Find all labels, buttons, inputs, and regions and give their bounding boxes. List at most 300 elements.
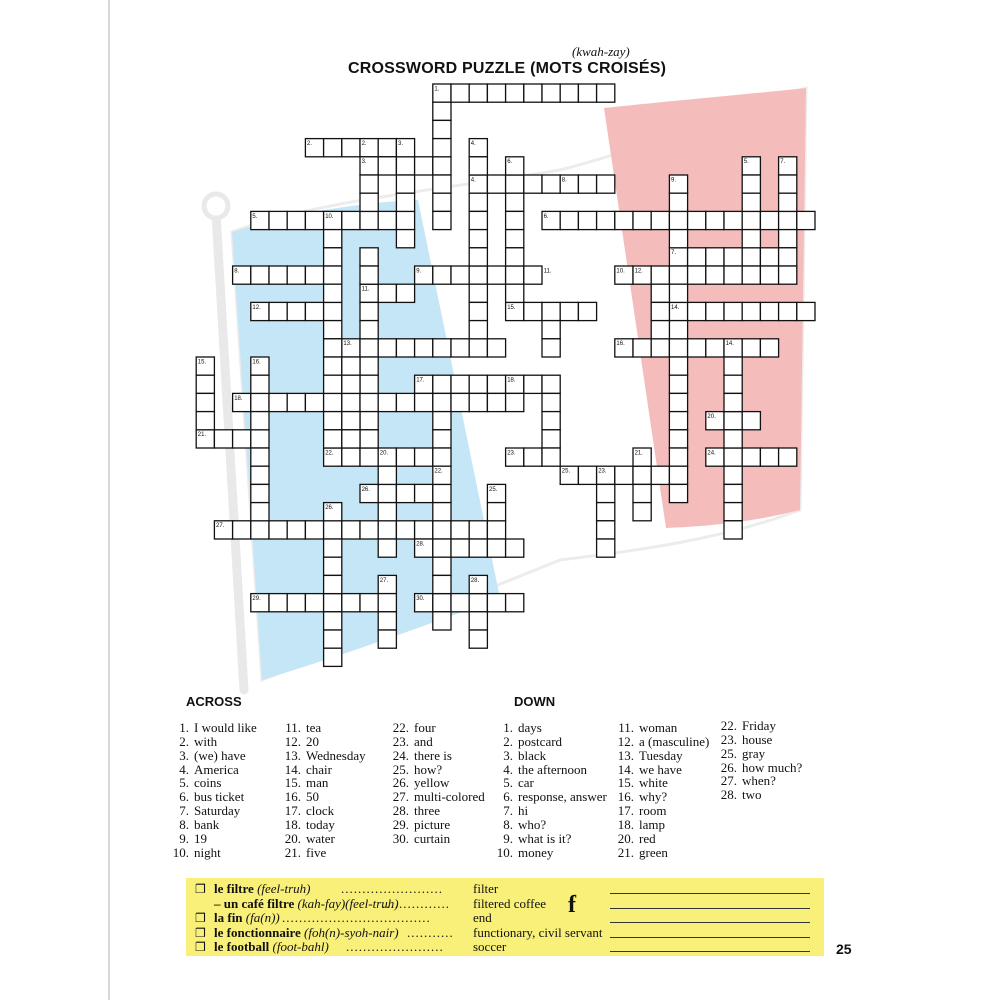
grid-cell[interactable] [506,211,524,229]
grid-cell[interactable] [688,302,706,320]
grid-cell[interactable] [760,339,778,357]
grid-cell[interactable] [342,393,360,411]
grid-cell[interactable] [342,594,360,612]
grid-cell[interactable] [469,630,487,648]
grid-cell[interactable] [469,393,487,411]
grid-cell[interactable] [360,448,378,466]
grid-cell[interactable] [251,430,269,448]
grid-cell[interactable] [506,266,524,284]
grid-cell[interactable] [451,521,469,539]
grid-cell[interactable] [360,412,378,430]
grid-cell[interactable] [342,521,360,539]
grid-cell[interactable] [469,612,487,630]
grid-cell[interactable] [196,412,214,430]
grid-cell[interactable] [597,521,615,539]
grid-cell[interactable] [779,193,797,211]
grid-cell[interactable] [797,211,815,229]
grid-cell[interactable] [742,266,760,284]
grid-cell[interactable] [415,521,433,539]
grid-cell[interactable] [524,448,542,466]
grid-cell[interactable] [469,339,487,357]
grid-cell[interactable] [669,448,687,466]
grid-cell[interactable] [706,266,724,284]
grid-cell[interactable] [487,539,505,557]
grid-cell[interactable] [360,521,378,539]
grid-cell[interactable] [287,521,305,539]
grid-cell[interactable] [415,339,433,357]
grid-cell[interactable] [688,211,706,229]
grid-cell[interactable] [633,503,651,521]
grid-cell[interactable] [433,612,451,630]
grid-cell[interactable] [633,339,651,357]
grid-cell[interactable] [742,193,760,211]
grid-cell[interactable] [651,284,669,302]
grid-cell[interactable] [560,84,578,102]
grid-cell[interactable] [433,503,451,521]
grid-cell[interactable] [451,266,469,284]
grid-cell[interactable] [779,211,797,229]
grid-cell[interactable] [269,302,287,320]
grid-cell[interactable] [269,393,287,411]
grid-cell[interactable] [487,339,505,357]
grid-cell[interactable] [633,211,651,229]
grid-cell[interactable] [760,448,778,466]
grid-cell[interactable] [724,248,742,266]
grid-cell[interactable] [542,339,560,357]
grid-cell[interactable] [360,211,378,229]
grid-cell[interactable] [269,266,287,284]
grid-cell[interactable] [779,302,797,320]
grid-cell[interactable] [378,339,396,357]
grid-cell[interactable] [742,412,760,430]
grid-cell[interactable] [706,302,724,320]
grid-cell[interactable] [396,484,414,502]
grid-cell[interactable] [324,393,342,411]
grid-cell[interactable] [706,211,724,229]
grid-cell[interactable] [469,375,487,393]
grid-cell[interactable] [451,375,469,393]
grid-cell[interactable] [651,339,669,357]
grid-cell[interactable] [196,375,214,393]
grid-cell[interactable] [742,339,760,357]
grid-cell[interactable] [669,211,687,229]
grid-cell[interactable] [779,448,797,466]
grid-cell[interactable] [378,539,396,557]
grid-cell[interactable] [506,284,524,302]
grid-cell[interactable] [433,557,451,575]
grid-cell[interactable] [451,393,469,411]
grid-cell[interactable] [324,648,342,666]
grid-cell[interactable] [469,321,487,339]
grid-cell[interactable] [324,339,342,357]
grid-cell[interactable] [506,230,524,248]
checkbox-icon[interactable]: ❒ [195,940,206,955]
grid-cell[interactable] [760,248,778,266]
grid-cell[interactable] [669,230,687,248]
grid-cell[interactable] [342,448,360,466]
grid-cell[interactable] [542,302,560,320]
grid-cell[interactable] [688,266,706,284]
grid-cell[interactable] [724,357,742,375]
grid-cell[interactable] [469,211,487,229]
grid-cell[interactable] [433,594,451,612]
grid-cell[interactable] [305,302,323,320]
grid-cell[interactable] [287,211,305,229]
grid-cell[interactable] [360,175,378,193]
grid-cell[interactable] [324,284,342,302]
grid-cell[interactable] [724,484,742,502]
grid-cell[interactable] [742,448,760,466]
grid-cell[interactable] [578,211,596,229]
grid-cell[interactable] [251,466,269,484]
grid-cell[interactable] [560,211,578,229]
grid-cell[interactable] [487,175,505,193]
grid-cell[interactable] [251,412,269,430]
grid-cell[interactable] [378,594,396,612]
grid-cell[interactable] [324,539,342,557]
grid-cell[interactable] [779,230,797,248]
grid-cell[interactable] [251,503,269,521]
grid-cell[interactable] [305,393,323,411]
grid-cell[interactable] [378,393,396,411]
grid-cell[interactable] [669,321,687,339]
grid-cell[interactable] [724,466,742,484]
grid-cell[interactable] [233,521,251,539]
grid-cell[interactable] [688,248,706,266]
grid-cell[interactable] [342,357,360,375]
grid-cell[interactable] [742,230,760,248]
grid-cell[interactable] [469,539,487,557]
grid-cell[interactable] [251,393,269,411]
grid-cell[interactable] [487,84,505,102]
grid-cell[interactable] [360,357,378,375]
grid-cell[interactable] [433,339,451,357]
grid-cell[interactable] [287,266,305,284]
grid-cell[interactable] [360,266,378,284]
grid-cell[interactable] [324,557,342,575]
grid-cell[interactable] [433,266,451,284]
writing-line[interactable] [610,893,810,894]
grid-cell[interactable] [760,211,778,229]
grid-cell[interactable] [724,448,742,466]
grid-cell[interactable] [342,375,360,393]
grid-cell[interactable] [651,211,669,229]
grid-cell[interactable] [415,393,433,411]
grid-cell[interactable] [324,521,342,539]
grid-cell[interactable] [669,375,687,393]
grid-cell[interactable] [214,430,232,448]
grid-cell[interactable] [742,175,760,193]
grid-cell[interactable] [560,302,578,320]
grid-cell[interactable] [415,484,433,502]
checkbox-icon[interactable]: ❒ [195,911,206,926]
grid-cell[interactable] [542,393,560,411]
grid-cell[interactable] [305,211,323,229]
grid-cell[interactable] [324,612,342,630]
grid-cell[interactable] [415,448,433,466]
grid-cell[interactable] [506,539,524,557]
grid-cell[interactable] [251,484,269,502]
grid-cell[interactable] [396,521,414,539]
grid-cell[interactable] [342,139,360,157]
grid-cell[interactable] [542,375,560,393]
grid-cell[interactable] [615,466,633,484]
grid-cell[interactable] [724,412,742,430]
grid-cell[interactable] [597,211,615,229]
grid-cell[interactable] [669,484,687,502]
grid-cell[interactable] [360,248,378,266]
grid-cell[interactable] [378,211,396,229]
grid-cell[interactable] [597,503,615,521]
grid-cell[interactable] [724,430,742,448]
grid-cell[interactable] [378,521,396,539]
grid-cell[interactable] [396,211,414,229]
grid-cell[interactable] [378,612,396,630]
grid-cell[interactable] [324,230,342,248]
grid-cell[interactable] [506,193,524,211]
grid-cell[interactable] [706,248,724,266]
grid-cell[interactable] [724,521,742,539]
grid-cell[interactable] [724,266,742,284]
grid-cell[interactable] [360,393,378,411]
grid-cell[interactable] [542,412,560,430]
grid-cell[interactable] [305,266,323,284]
grid-cell[interactable] [669,266,687,284]
checkbox-icon[interactable]: ❒ [195,882,206,896]
grid-cell[interactable] [669,430,687,448]
grid-cell[interactable] [324,575,342,593]
grid-cell[interactable] [779,266,797,284]
grid-cell[interactable] [396,230,414,248]
grid-cell[interactable] [724,503,742,521]
grid-cell[interactable] [542,321,560,339]
grid-cell[interactable] [688,339,706,357]
grid-cell[interactable] [342,211,360,229]
grid-cell[interactable] [506,84,524,102]
grid-cell[interactable] [669,357,687,375]
grid-cell[interactable] [669,412,687,430]
grid-cell[interactable] [378,503,396,521]
writing-line[interactable] [610,951,810,952]
grid-cell[interactable] [506,594,524,612]
grid-cell[interactable] [360,302,378,320]
grid-cell[interactable] [651,266,669,284]
grid-cell[interactable] [360,375,378,393]
grid-cell[interactable] [396,284,414,302]
grid-cell[interactable] [469,248,487,266]
grid-cell[interactable] [542,448,560,466]
grid-cell[interactable] [524,302,542,320]
grid-cell[interactable] [469,230,487,248]
grid-cell[interactable] [597,175,615,193]
grid-cell[interactable] [324,139,342,157]
grid-cell[interactable] [396,339,414,357]
grid-cell[interactable] [669,339,687,357]
grid-cell[interactable] [487,503,505,521]
grid-cell[interactable] [669,284,687,302]
grid-cell[interactable] [779,175,797,193]
grid-cell[interactable] [378,139,396,157]
grid-cell[interactable] [451,539,469,557]
grid-cell[interactable] [433,375,451,393]
grid-cell[interactable] [633,484,651,502]
grid-cell[interactable] [578,302,596,320]
grid-cell[interactable] [615,211,633,229]
grid-cell[interactable] [360,594,378,612]
grid-cell[interactable] [706,339,724,357]
grid-cell[interactable] [469,84,487,102]
grid-cell[interactable] [360,339,378,357]
grid-cell[interactable] [469,193,487,211]
grid-cell[interactable] [487,266,505,284]
grid-cell[interactable] [433,484,451,502]
grid-cell[interactable] [433,102,451,120]
grid-cell[interactable] [542,84,560,102]
grid-cell[interactable] [433,539,451,557]
grid-cell[interactable] [651,466,669,484]
grid-cell[interactable] [669,193,687,211]
grid-cell[interactable] [324,248,342,266]
grid-cell[interactable] [378,466,396,484]
grid-cell[interactable] [433,157,451,175]
grid-cell[interactable] [233,430,251,448]
grid-cell[interactable] [342,430,360,448]
grid-cell[interactable] [324,630,342,648]
grid-cell[interactable] [742,248,760,266]
grid-cell[interactable] [469,266,487,284]
grid-cell[interactable] [469,284,487,302]
grid-cell[interactable] [578,466,596,484]
grid-cell[interactable] [433,175,451,193]
grid-cell[interactable] [324,430,342,448]
grid-cell[interactable] [524,84,542,102]
grid-cell[interactable] [451,594,469,612]
grid-cell[interactable] [597,484,615,502]
grid-cell[interactable] [196,393,214,411]
grid-cell[interactable] [433,120,451,138]
grid-cell[interactable] [433,575,451,593]
grid-cell[interactable] [251,375,269,393]
grid-cell[interactable] [633,466,651,484]
grid-cell[interactable] [287,594,305,612]
grid-cell[interactable] [378,484,396,502]
grid-cell[interactable] [451,339,469,357]
grid-cell[interactable] [451,84,469,102]
grid-cell[interactable] [724,211,742,229]
grid-cell[interactable] [724,302,742,320]
grid-cell[interactable] [760,266,778,284]
grid-cell[interactable] [396,157,414,175]
grid-cell[interactable] [742,302,760,320]
grid-cell[interactable] [360,321,378,339]
grid-cell[interactable] [433,193,451,211]
grid-cell[interactable] [651,321,669,339]
grid-cell[interactable] [487,594,505,612]
grid-cell[interactable] [324,412,342,430]
grid-cell[interactable] [305,521,323,539]
grid-cell[interactable] [469,302,487,320]
grid-cell[interactable] [669,393,687,411]
grid-cell[interactable] [469,594,487,612]
grid-cell[interactable] [724,375,742,393]
grid-cell[interactable] [433,448,451,466]
grid-cell[interactable] [324,266,342,284]
checkbox-icon[interactable]: ❒ [195,925,206,940]
grid-cell[interactable] [524,266,542,284]
grid-cell[interactable] [378,284,396,302]
grid-cell[interactable] [506,175,524,193]
grid-cell[interactable] [487,393,505,411]
grid-cell[interactable] [524,175,542,193]
grid-cell[interactable] [524,375,542,393]
grid-cell[interactable] [433,521,451,539]
grid-cell[interactable] [742,211,760,229]
grid-cell[interactable] [251,266,269,284]
writing-line[interactable] [610,908,810,909]
grid-cell[interactable] [469,157,487,175]
grid-cell[interactable] [305,594,323,612]
grid-cell[interactable] [287,393,305,411]
grid-cell[interactable] [324,594,342,612]
grid-cell[interactable] [378,630,396,648]
grid-cell[interactable] [324,375,342,393]
grid-cell[interactable] [487,521,505,539]
grid-cell[interactable] [779,248,797,266]
grid-cell[interactable] [760,302,778,320]
grid-cell[interactable] [360,430,378,448]
grid-cell[interactable] [396,193,414,211]
grid-cell[interactable] [251,448,269,466]
grid-cell[interactable] [669,466,687,484]
grid-cell[interactable] [415,157,433,175]
grid-cell[interactable] [797,302,815,320]
writing-line[interactable] [610,937,810,938]
grid-cell[interactable] [287,302,305,320]
grid-cell[interactable] [378,157,396,175]
grid-cell[interactable] [542,175,560,193]
grid-cell[interactable] [324,302,342,320]
grid-cell[interactable] [251,521,269,539]
grid-cell[interactable] [433,412,451,430]
writing-line[interactable] [610,922,810,923]
grid-cell[interactable] [360,193,378,211]
grid-cell[interactable] [469,521,487,539]
grid-cell[interactable] [342,412,360,430]
grid-cell[interactable] [269,211,287,229]
grid-cell[interactable] [433,430,451,448]
grid-cell[interactable] [324,357,342,375]
grid-cell[interactable] [578,84,596,102]
grid-cell[interactable] [324,321,342,339]
grid-cell[interactable] [506,393,524,411]
grid-cell[interactable] [578,175,596,193]
grid-cell[interactable] [396,175,414,193]
grid-cell[interactable] [433,211,451,229]
grid-cell[interactable] [487,375,505,393]
grid-cell[interactable] [269,521,287,539]
grid-cell[interactable] [597,84,615,102]
grid-cell[interactable] [396,448,414,466]
grid-cell[interactable] [651,302,669,320]
grid-cell[interactable] [396,393,414,411]
grid-cell[interactable] [269,594,287,612]
grid-cell[interactable] [433,393,451,411]
grid-cell[interactable] [433,139,451,157]
grid-cell[interactable] [542,430,560,448]
grid-cell[interactable] [724,393,742,411]
grid-cell[interactable] [597,539,615,557]
grid-cell[interactable] [506,248,524,266]
